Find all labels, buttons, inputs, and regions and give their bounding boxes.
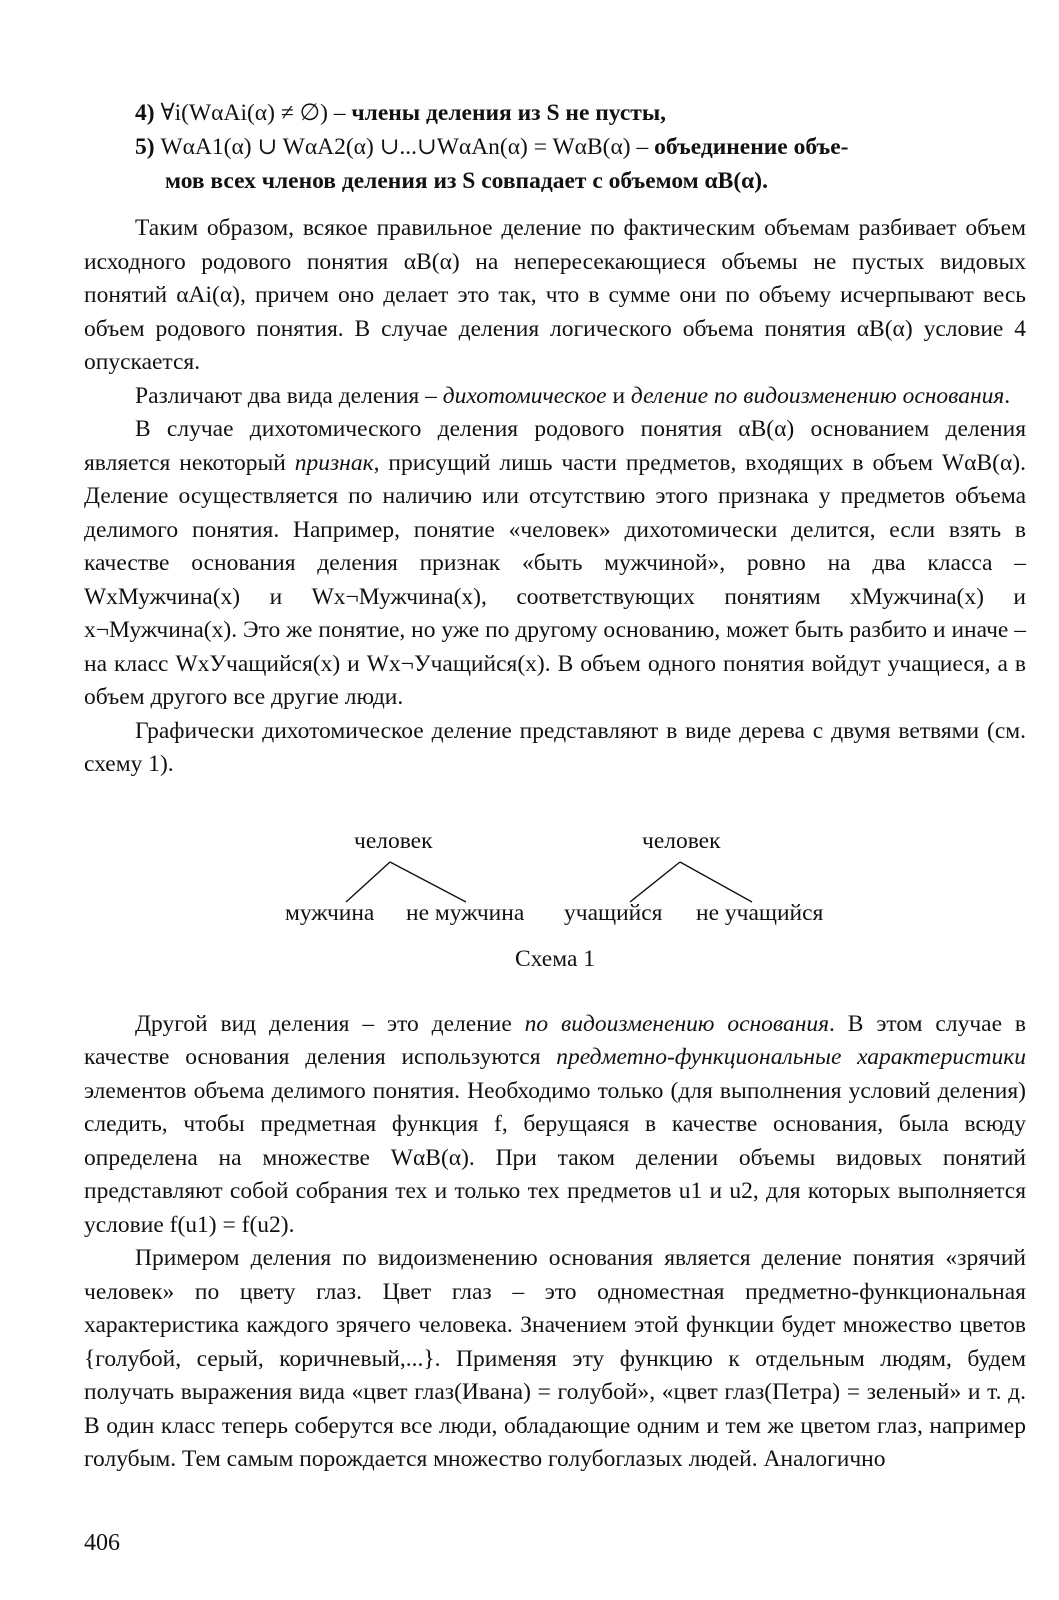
item-formula: ∀i(WαAi(α) ≠ ∅) – <box>160 100 352 126</box>
branch-line <box>390 862 466 902</box>
emphasis: по видоизменению основания <box>524 1010 830 1037</box>
item-text: члены деления из S не пусты, <box>351 100 667 126</box>
emphasis: деление по видоизменению основания <box>630 382 1005 409</box>
branch-line <box>630 862 680 902</box>
paragraph-text: Другой вид деления – это деление <box>135 1010 525 1037</box>
dichotomy-diagram <box>84 784 1026 972</box>
tree2-right: не учащийся <box>696 899 824 926</box>
branch-line <box>680 862 752 902</box>
tree1-right: не мужчина <box>406 899 525 926</box>
paragraph-3 <box>84 413 1026 715</box>
tree1-root: человек <box>354 827 433 854</box>
tree2-left: учащийся <box>564 899 663 926</box>
paragraph-text: и <box>606 382 631 409</box>
diagram-caption: Схема 1 <box>514 945 596 972</box>
item-text: объединение объе- <box>654 134 849 160</box>
paragraph-text: . В этом случае в качестве основания деления используются <box>84 1010 1026 1070</box>
paragraph-1: Таким образом, всякое правильное деление по фактическим объемам разбивает объем исходного родового понятия αB(α) на непересекающиеся объемы не пустых видовых понятий αAi(α), причем оно делает это так, что в сумме они по объему исчерпывают весь объем родового понятия. В случае деления логического объема понятия αB(α) условие 4 опускается. <box>84 215 1026 375</box>
branch-line <box>346 862 390 902</box>
paragraph-text: , присущий лишь части предметов, входящих в объем WαB(α). Деление осуществляется по наличию или отсутствию этого признака у предметов объема делимого понятия. Например, понятие «человек» дихотомически делится, если взять в качестве основания деления признак «быть мужчиной», ровно на два класса – WxМужчина(x) и Wx¬Мужчина(x), соответствующих понятиям xМужчина(x) и x¬Мужчина(x). Это же понятие, но уже по другому основанию, может быть разбито и иначе – на класс WxУчащийся(x) и Wx¬Учащийся(x). В объем одного понятия войдут учащиеся, а в объем другого все другие люди. <box>84 449 1027 710</box>
paragraph-text: элементов объема делимого понятия. Необходимо только (для выполнения условий деления) следить, чтобы предметная функция f, берущаяся в качестве основания, была всюду определена на множестве WαB(α). При таком делении объемы видовых понятий представляют собой собрания тех и только тех предметов u1 и u2, для которых выполняется условие f(u1) = f(u2). <box>84 1077 1026 1238</box>
tree2-root: человек <box>642 827 721 854</box>
paragraph-5 <box>84 1008 1026 1243</box>
item-number: 4) <box>135 100 161 126</box>
list-item-4 <box>84 96 1026 130</box>
emphasis: дихотомическое <box>442 382 607 409</box>
tree-lines <box>84 784 1026 956</box>
paragraph-text: В случае дихотомического деления родового понятия αB(α) основанием деления является некоторый <box>84 416 1026 476</box>
emphasis: предметно-функциональные характеристики <box>556 1044 1026 1070</box>
emphasis: признак <box>294 449 374 476</box>
item-formula: WαA1(α) ∪ WαA2(α) ∪...∪WαAn(α) = WαB(α) – <box>160 134 655 160</box>
item-text-continued: мов всех членов деления из S совпадает с объемом αB(α). <box>165 168 768 194</box>
paragraph-6: Примером деления по видоизменению основания является деление понятия «зрячий человек» по цвету глаз. Цвет глаз – это одноместная предметно-функциональная характеристика каждого зрячего человека. Значением этой функции будет множество цветов {голубой, серый, коричневый,...}. Применяя эту функцию к отдельным людям, будем получать выражения вида «цвет глаз(Ивана) = голубой», «цвет глаз(Петра) = зеленый» и т. д. В один класс теперь соберутся все люди, обладающие одним и тем же цветом глаз, например голубым. Тем самым порождается множество голубоглазых людей. Аналогично <box>84 1245 1026 1472</box>
page-content <box>84 96 1026 1477</box>
tree1-left: мужчина <box>285 899 375 926</box>
page-number: 406 <box>84 1530 120 1556</box>
paragraph-text: . <box>1004 382 1011 409</box>
paragraph-text: Различают два вида деления – <box>135 382 443 409</box>
paragraph-2 <box>84 380 1026 414</box>
paragraph-4: Графически дихотомическое деление представляют в виде дерева с двумя ветвями (см. схему 1). <box>84 717 1026 777</box>
item-number: 5) <box>135 134 161 160</box>
list-item-5 <box>84 130 1026 198</box>
